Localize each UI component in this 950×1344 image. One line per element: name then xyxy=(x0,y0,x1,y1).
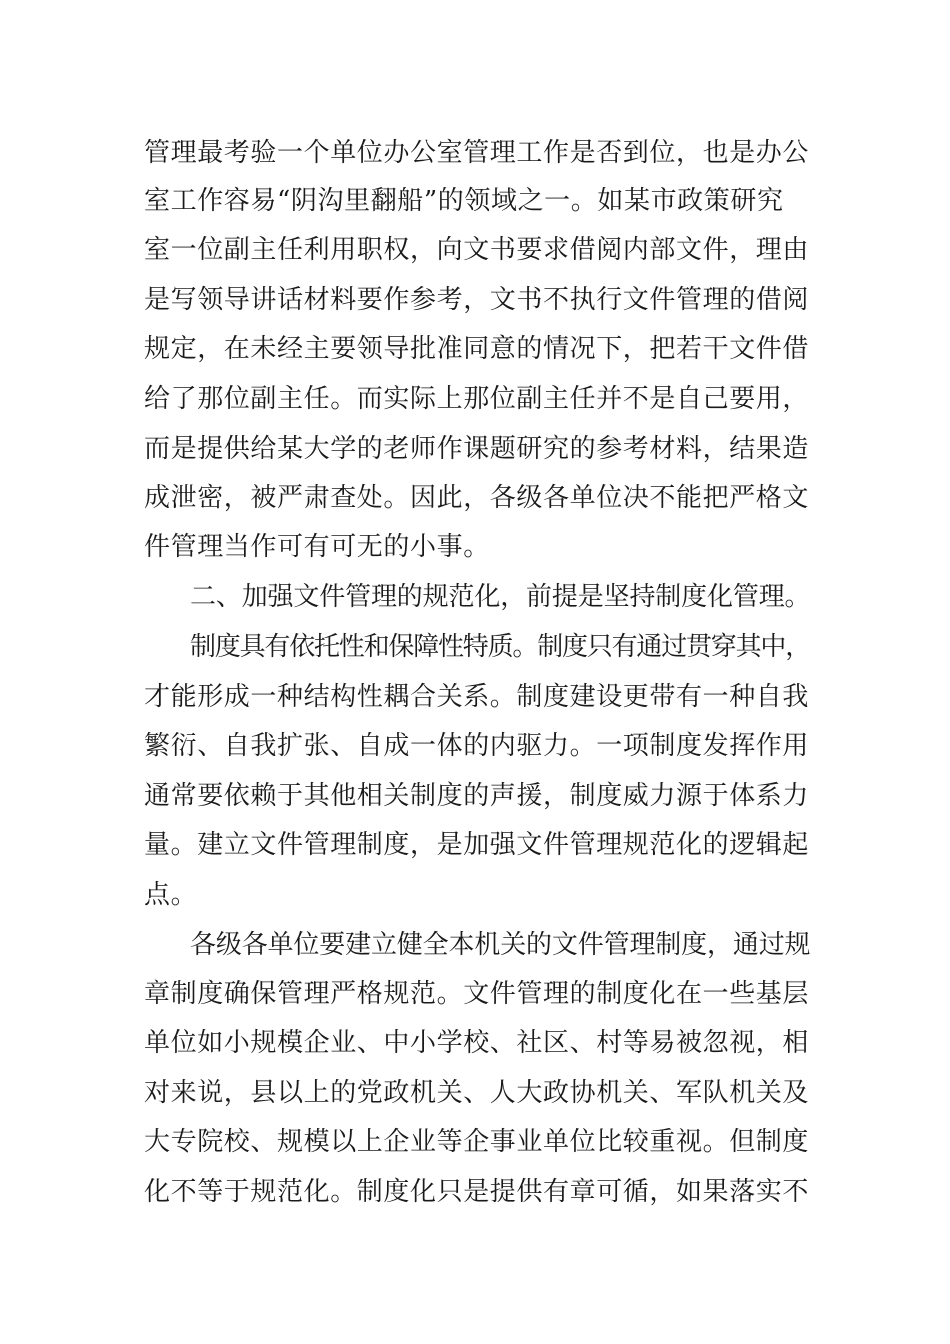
text-line: 化不等于规范化。制度化只是提供有章可循，如果落实不 xyxy=(144,1177,810,1207)
text-line: 而是提供给某大学的老师作课题研究的参考材料，结果造 xyxy=(144,434,810,464)
text-line: 是写领导讲话材料要作参考，文书不执行文件管理的借阅 xyxy=(144,285,810,315)
text-line: 成泄密，被严肃查处。因此，各级各单位决不能把严格文 xyxy=(144,483,810,513)
text-line: 章制度确保管理严格规范。文件管理的制度化在一些基层 xyxy=(144,979,810,1009)
text-line: 对来说，县以上的党政机关、人大政协机关、军队机关及 xyxy=(144,1078,810,1108)
text-line: 规定，在未经主要领导批准同意的情况下，把若干文件借 xyxy=(144,334,810,364)
text-line: 制度具有依托性和保障性特质。制度只有通过贯穿其中， xyxy=(190,632,811,662)
text-line: 管理最考验一个单位办公室管理工作是否到位，也是办公 xyxy=(144,138,810,168)
text-line: 大专院校、规模以上企业等企事业单位比较重视。但制度 xyxy=(144,1127,810,1157)
text-line: 通常要依赖于其他相关制度的声援，制度威力源于体系力 xyxy=(144,781,810,811)
text-line: 繁衍、自我扩张、自成一体的内驱力。一项制度发挥作用 xyxy=(144,731,810,761)
text-line: 量。建立文件管理制度，是加强文件管理规范化的逻辑起 xyxy=(144,830,810,860)
text-line: 各级各单位要建立健全本机关的文件管理制度，通过规 xyxy=(190,930,811,960)
section-heading: 二、加强文件管理的规范化，前提是坚持制度化管理。 xyxy=(190,582,811,612)
text-line: 单位如小规模企业、中小学校、社区、村等易被忽视，相 xyxy=(144,1028,810,1058)
text-line: 室一位副主任利用职权，向文书要求借阅内部文件，理由 xyxy=(144,235,810,265)
text-line: 室工作容易“阴沟里翻船”的领域之一。如某市政策研究 xyxy=(144,186,784,216)
text-line: 件管理当作可有可无的小事。 xyxy=(144,532,490,562)
text-line: 才能形成一种结构性耦合关系。制度建设更带有一种自我 xyxy=(144,682,810,712)
text-line: 给了那位副主任。而实际上那位副主任并不是自己要用， xyxy=(144,384,810,414)
text-line: 点。 xyxy=(144,880,198,910)
